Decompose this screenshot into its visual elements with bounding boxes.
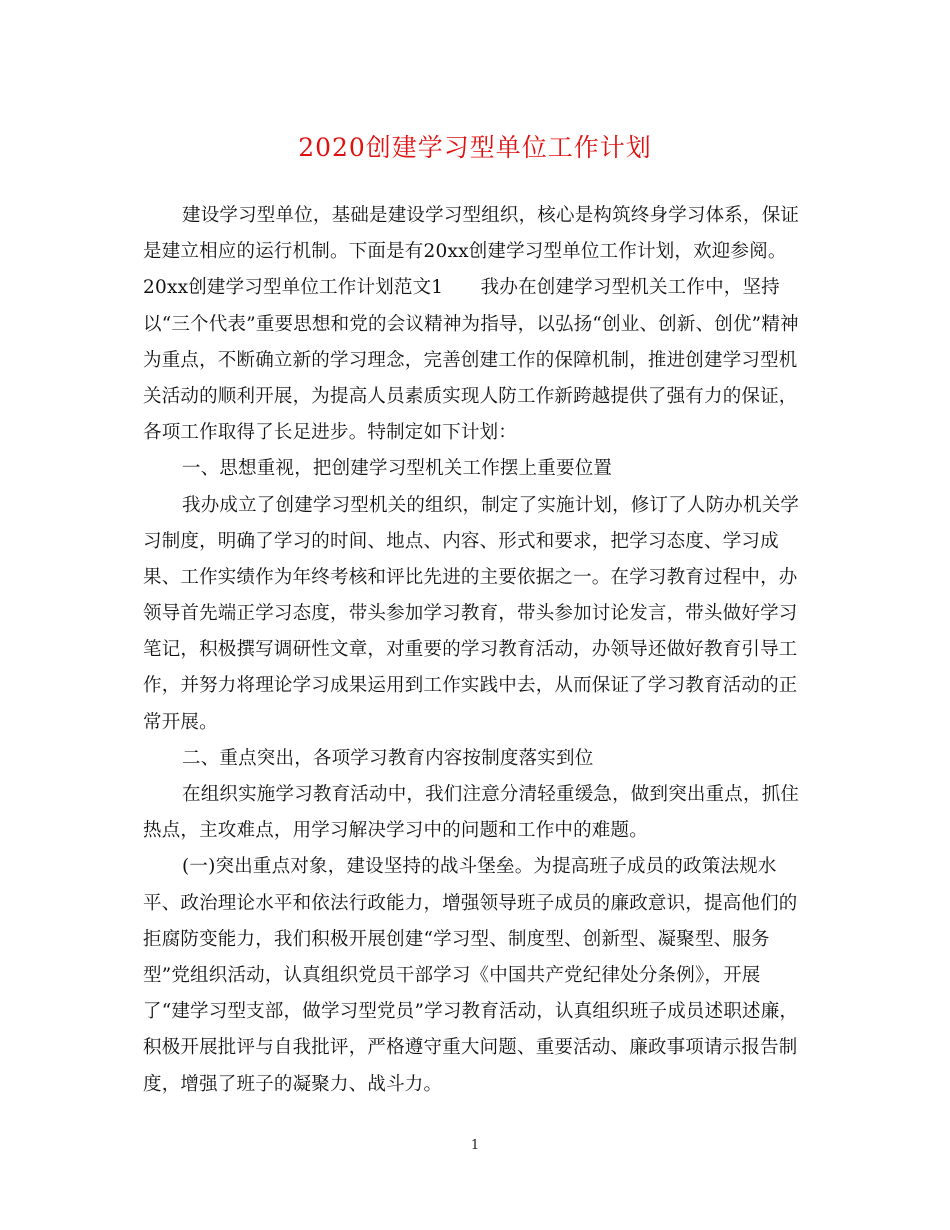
paragraph-line: 笔记，积极撰写调研性文章，对重要的学习教育活动，办领导还做好教育引导工 bbox=[143, 639, 798, 661]
paragraph-line: (一)突出重点对象，建设坚持的战斗堡垒。为提高班子成员的政策法规水 bbox=[182, 856, 777, 878]
paragraph-line: 常开展。 bbox=[143, 711, 218, 733]
paragraph-line: 领导首先端正学习态度，带头参加学习教育，带头参加讨论发言，带头做好学习 bbox=[143, 603, 798, 625]
document-title: 2020创建学习型单位工作计划 bbox=[298, 133, 652, 162]
paragraph-line: 建设学习型单位，基础是建设学习型组织，核心是构筑终身学习体系，保证 bbox=[182, 205, 800, 226]
paragraph-line: 是建立相应的运行机制。下面是有20xx创建学习型单位工作计划，欢迎参阅。 bbox=[143, 241, 787, 263]
section-heading: 二、重点突出，各项学习教育内容按制度落实到位 bbox=[182, 747, 594, 769]
paragraph-line: 在组织实施学习教育活动中，我们注意分清轻重缓急，做到突出重点，抓住 bbox=[182, 784, 800, 805]
paragraph-line: 果、工作实绩作为年终考核和评比先进的主要依据之一。在学习教育过程中，办 bbox=[143, 566, 798, 588]
paragraph-line: 以“三个代表”重要思想和党的会议精神为指导，以弘扬“创业、创新、创优”精神 bbox=[143, 313, 799, 335]
paragraph-line: 习制度，明确了学习的时间、地点、内容、形式和要求，把学习态度、学习成 bbox=[143, 530, 779, 552]
paragraph-line: 度，增强了班子的凝聚力、战斗力。 bbox=[143, 1073, 443, 1095]
paragraph-line: 型”党组织活动，认真组织党员干部学习《中国共产党纪律处分条例》，开展 bbox=[143, 964, 761, 986]
paragraph-line: 我办成立了创建学习型机关的组织，制定了实施计划，修订了人防办机关学 bbox=[182, 494, 800, 516]
paragraph-line: 为重点，不断确立新的学习理念，完善创建工作的保障机制，推进创建学习型机 bbox=[143, 349, 798, 371]
section-heading: 一、思想重视，把创建学习型机关工作摆上重要位置 bbox=[182, 458, 613, 480]
page-number: 1 bbox=[470, 1138, 480, 1153]
paragraph-line: 热点，主攻难点，用学习解决学习中的问题和工作中的难题。 bbox=[143, 820, 648, 842]
paragraph-line: 作，并努力将理论学习成果运用到工作实践中去，从而保证了学习教育活动的正 bbox=[143, 675, 798, 697]
document-body bbox=[143, 198, 807, 1103]
paragraph-line: 20xx创建学习型单位工作计划范文1 我办在创建学习型机关工作中，坚持 bbox=[143, 277, 780, 299]
paragraph-line: 了“建学习型支部，做学习型党员”学习教育活动，认真组织班子成员述职述廉， bbox=[143, 1001, 799, 1023]
paragraph-line: 积极开展批评与自我批评，严格遵守重大问题、重要活动、廉政事项请示报告制 bbox=[143, 1037, 798, 1059]
paragraph-line: 平、政治理论水平和依法行政能力，增强领导班子成员的廉政意识，提高他们的 bbox=[143, 892, 798, 914]
paragraph-line: 拒腐防变能力，我们积极开展创建“学习型、制度型、创新型、凝聚型、服务 bbox=[143, 928, 770, 950]
paragraph-line: 各项工作取得了长足进步。特制定如下计划： bbox=[143, 422, 518, 444]
paragraph-line: 关活动的顺利开展，为提高人员素质实现人防工作新跨越提供了强有力的保证， bbox=[143, 385, 798, 407]
